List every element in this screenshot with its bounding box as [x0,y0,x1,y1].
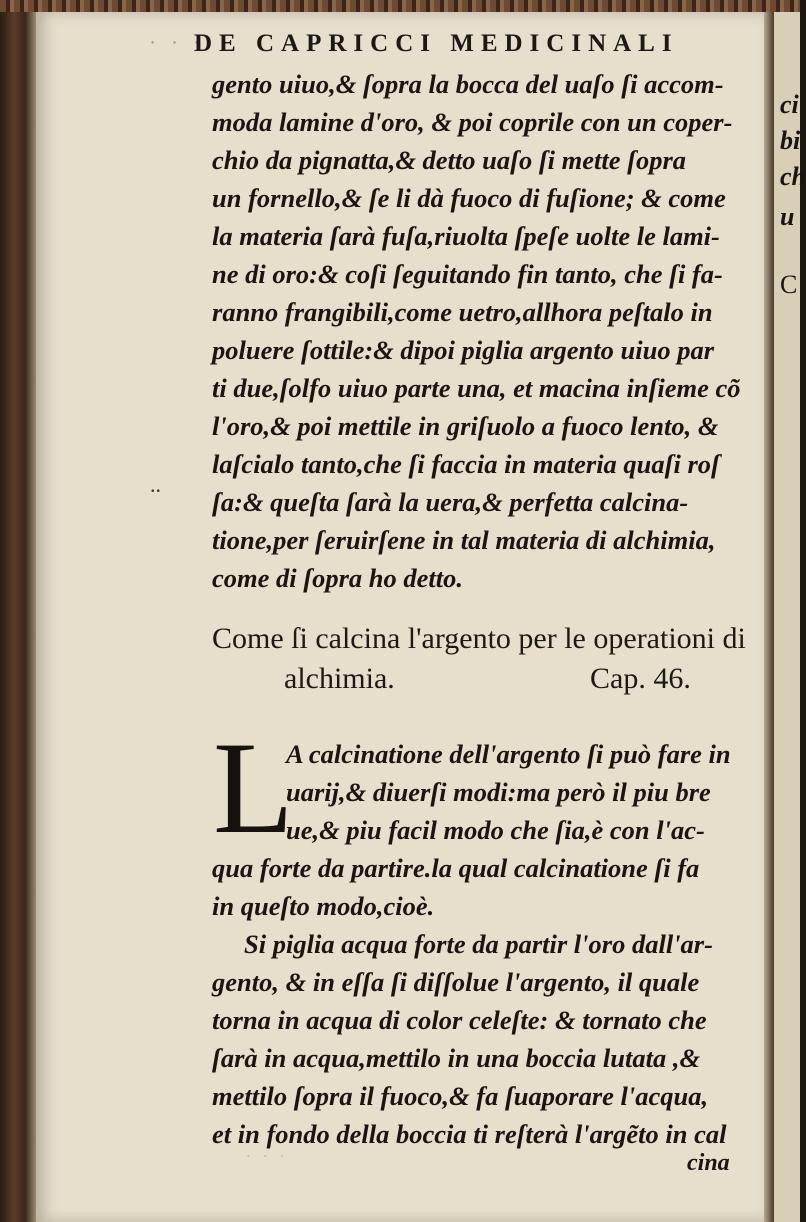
body-line: torna in acqua di color celeſte: & tornato che [212,1005,707,1035]
chapter-number: Cap. 46. [590,662,691,695]
adjacent-page-fragment: ch [780,162,806,191]
margin-mark: ∙∙ [150,478,161,503]
body-line: in queſto modo,cioè. [212,891,435,921]
body-line: Si piglia acqua forte da partir l'oro dall'ar- [244,929,713,959]
body-line: poluere ſottile:& dipoi piglia argento uiuo par [212,335,715,365]
adjacent-page-fragment: u [780,202,795,231]
chapter-heading-cont: alchimia. [284,662,395,695]
body-line: ſa:& queſta ſarà la uera,& perfetta calcina- [212,487,689,517]
body-line: mettilo ſopra il fuoco,& fa ſuaporare l'acqua, [212,1081,709,1111]
body-line: ti due,ſolfo uiuo parte una, et macina inſieme cõ [212,373,741,403]
decorative-dots: ∙ ∙ ∙ [150,32,205,54]
body-line: laſcialo tanto,che ſi faccia in materia quaſi roſ [212,449,720,479]
drop-cap: L [213,714,294,861]
body-line: ranno frangibili,come uetro,allhora peſtalo in [212,297,713,327]
body-line: chio da pignatta,& detto uaſo ſi mette ſopra [212,145,687,175]
adjacent-page-fragment: C [780,270,798,299]
body-line: A calcinatione dell'argento ſi può fare in [286,739,731,769]
adjacent-page [774,12,806,1222]
chapter-heading: Come ſi calcina l'argento per le operationi di [212,622,746,655]
adjacent-page-fragment: bi [780,126,801,155]
body-line: gento, & in eſſa ſi diſſolue l'argento, il quale [212,967,700,997]
book-top-edge [0,0,800,12]
show-through-mark: ∙ ∙ ∙ [246,1146,289,1166]
body-line: come di ſopra ho detto. [212,563,463,593]
body-line: ne di oro:& coſi ſeguitando fin tanto, che ſi fa- [212,259,723,289]
body-line: ue,& piu facil modo che ſia,è con l'ac- [286,815,705,845]
body-line: ſarà in acqua,mettilo in una boccia lutata ,& [212,1043,701,1073]
catchword: cina [687,1150,730,1176]
body-line: qua forte da partire.la qual calcinatione ſi fa [212,853,700,883]
running-head: DE CAPRICCI MEDICINALI [194,30,679,57]
body-line: gento uiuo,& ſopra la bocca del uaſo ſi accom- [212,69,724,99]
body-line: la materia ſarà fuſa,riuolta ſpeſe uolte le lami- [212,221,720,251]
page-gutter [764,12,774,1222]
body-line: un fornello,& ſe li dà fuoco di fuſione; & come [212,183,726,213]
body-line: tione,per ſeruirſene in tal materia di alchimia, [212,525,716,555]
body-line: uarij,& diuerſi modi:ma però il piu bre [286,777,711,807]
adjacent-page-fragment: ci [780,90,799,119]
body-line: l'oro,& poi mettile in griſuolo a fuoco lento, & [212,411,719,441]
book-binding [0,12,36,1222]
body-line: et in fondo della boccia ti reſterà l'argẽto in cal [212,1119,727,1149]
body-line: moda lamine d'oro, & poi coprile con un coper- [212,107,733,137]
